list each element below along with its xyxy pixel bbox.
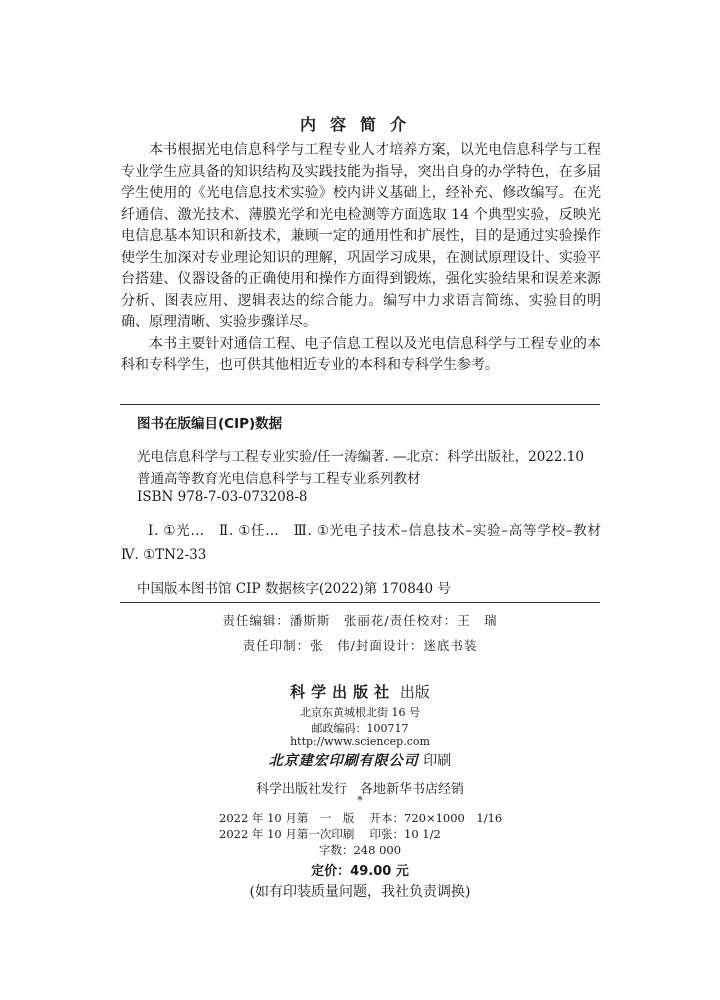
publisher-line	[0, 681, 720, 702]
cip-series-line: 普通高等教育光电信息科学与工程专业系列教材	[137, 471, 421, 487]
printer-line	[0, 750, 720, 770]
publisher-suffix: 出版	[395, 683, 430, 701]
intro-paragraph-2: 本书主要针对通信工程、电子信息工程以及光电信息科学与工程专业的本科和专科学生，也可供其他相近专业的本科和专科学生参考。	[121, 335, 601, 373]
quality-notice: (如有印装质量问题，我社负责调换)	[249, 884, 471, 900]
intro-body	[121, 140, 601, 377]
cip-verification: 中国版本图书馆 CIP 数据核字(2022)第 170840 号	[137, 581, 451, 597]
cip-title-line: 光电信息科学与工程专业实验/任一涛编著. —北京：科学出版社，2022.10	[137, 449, 584, 465]
publisher-address: 北京东黄城根北街 16 号	[300, 706, 420, 719]
staff-editors: 责任编辑：潘斯斯 张丽花/责任校对：王 瑞	[222, 613, 498, 628]
publisher-logo: 科学出版社	[290, 683, 396, 701]
printer-logo: 北京建宏印刷有限公司	[268, 753, 419, 769]
cip-bottom-rule	[120, 602, 600, 603]
intro-paragraph-1: 本书根据光电信息科学与工程专业人才培养方案，以光电信息科学与工程专业学生应具备的知识结构及实践技能为指导，突出自身的办学特色，在多届学生使用的《光电信息技术实验》校内讲义基础上，经补充、修改编写。在光纤通信、激光技术、薄膜光学和光电检测等方面选取 14 个典型实验，反映光电信息基本知识和新技术，兼顾一定的通用性和扩展性，目的是通过实验操作使学生加深对专业理论知识的理解，巩固学习成果，在测试原理设计、实验平台搭建、仪器设备的正确使用和操作方面得到锻炼，强化实验结果和误差来源分析、图表应用、逻辑表达的综合能力。编写中力求语言简练、实验目的明确、原理清晰、实验步骤详尽。	[121, 142, 601, 330]
distribution-line: 科学出版社发行 各地新华书店经销	[255, 782, 464, 797]
publisher-website: http://www.sciencep.com	[290, 735, 430, 748]
cip-isbn: ISBN 978-7-03-073208-8	[137, 489, 308, 505]
cip-heading: 图书在版编目(CIP)数据	[137, 416, 283, 432]
cip-classification: Ⅰ. ①光… Ⅱ. ①任… Ⅲ. ①光电子技术–信息技术–实验–高等学校–教材 Ⅳ. ①TN2-33	[121, 523, 615, 563]
printer-suffix: 印刷	[418, 753, 452, 769]
publisher-postcode: 邮政编码：100717	[311, 722, 409, 735]
staff-production: 责任印制：张 伟/封面设计：迷底书装	[242, 638, 478, 653]
word-count: 字数：248 000	[318, 843, 402, 857]
edition-line: 2022 年 10 月第 一 版 开本：720×1000 1/16	[219, 811, 503, 825]
printing-line: 2022 年 10 月第一次印刷 印张：10 1/2	[219, 827, 441, 841]
separator-star: *	[357, 794, 363, 807]
cip-top-rule	[120, 404, 600, 405]
price: 定价：49.00 元	[311, 864, 409, 879]
intro-title: 内容简介	[299, 115, 420, 134]
